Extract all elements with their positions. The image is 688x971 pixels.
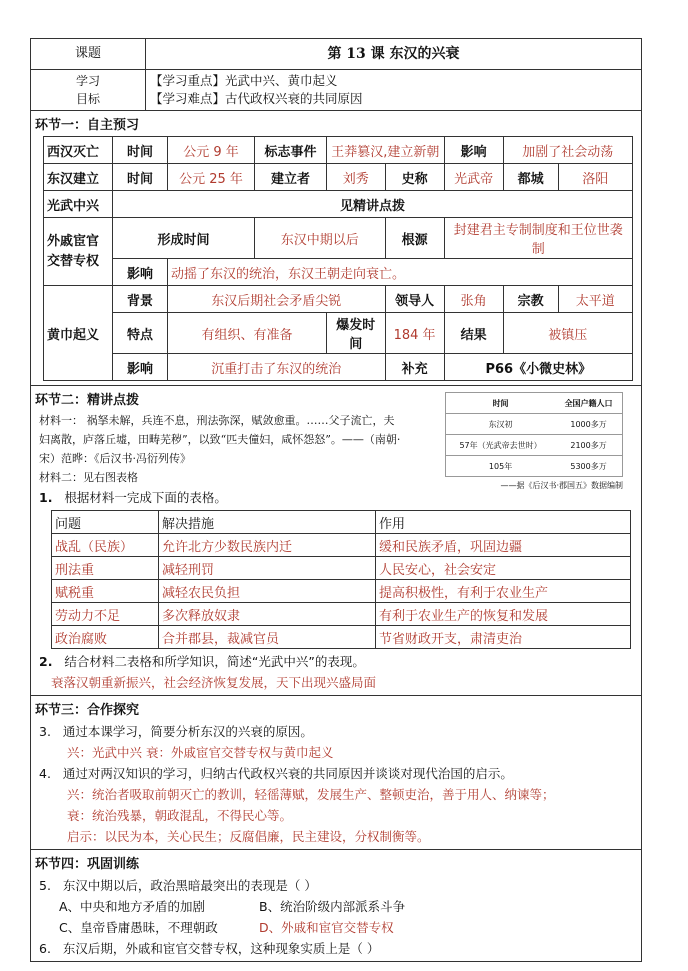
table-row	[52, 626, 631, 649]
cell-label: 史称	[385, 164, 444, 191]
cell-value: 太平道	[558, 286, 632, 313]
section-1-title: 环节一：自主预习	[35, 118, 140, 133]
question-number: 2.	[39, 654, 53, 669]
cell-value: 见精讲点拨	[113, 191, 633, 218]
col-header: 作用	[376, 511, 631, 534]
cell-label: 建立者	[255, 164, 327, 191]
question-2	[39, 651, 641, 672]
table-row	[44, 191, 633, 218]
measures-table	[51, 510, 631, 649]
table-row	[52, 603, 631, 626]
table-row	[52, 580, 631, 603]
cell: 缓和民族矛盾，巩固边疆	[376, 534, 631, 557]
stats-cell: 105年	[446, 456, 556, 477]
topic-label: 课题	[31, 39, 146, 69]
answer-4-rise: 兴：统治者吸取前朝灭亡的教训，轻徭薄赋，发展生产、整顿吏治，善于用人、纳谏等；	[67, 787, 555, 802]
preview-table	[43, 136, 633, 381]
answer-4-decline: 衰：统治残暴，朝政混乱，不得民心等。	[67, 808, 293, 823]
question-number: 5.	[39, 878, 51, 893]
table-row	[44, 218, 633, 259]
cell-label: 领导人	[385, 286, 444, 313]
goal-label	[31, 70, 146, 110]
cell-value: 东汉中期以后	[255, 218, 386, 259]
cell-label: 根源	[385, 218, 444, 259]
cell: 多次释放奴隶	[159, 603, 376, 626]
cell-value: 公元 25 年	[168, 164, 255, 191]
question-3	[39, 721, 641, 742]
cell: 允许北方少数民族内迁	[159, 534, 376, 557]
question-number: 3.	[39, 724, 51, 739]
cell-value: 光武帝	[444, 164, 503, 191]
cell: 提高积极性，有利于农业生产	[376, 580, 631, 603]
section-2	[31, 386, 641, 696]
table-row	[52, 534, 631, 557]
goals	[146, 70, 641, 110]
section-1	[31, 111, 641, 386]
cell-label: 形成时间	[113, 218, 255, 259]
cell-event: 外戚宦官交替专权	[44, 218, 113, 286]
cell-event: 黄巾起义	[44, 286, 113, 381]
cell-label: 宗教	[503, 286, 558, 313]
material-1: 材料一： 祸拏未解，兵连不息，刑法弥深，赋敛愈重。……父子流亡，夫妇离散，庐落丘墟，田畴芜秽”，以致“匹夫僮妇，咸怀怨怒”。——（南朝·宋）范晔：《后汉书·冯衍列传》	[39, 414, 401, 465]
section-4	[31, 850, 641, 961]
question-text: 通过本课学习，简要分析东汉的兴衰的原因。	[62, 724, 313, 739]
cell-label: 时间	[113, 137, 168, 164]
cell-value: 动摇了东汉的统治，东汉王朝走向衰亡。	[168, 259, 633, 286]
stats-cell: 2100多万	[555, 435, 622, 456]
option-d: D、外戚和宦官交替专权	[259, 920, 394, 935]
cell-label: 影响	[444, 137, 503, 164]
table-row	[44, 313, 633, 354]
table-row	[44, 137, 633, 164]
question-6	[39, 938, 641, 959]
cell-label: 影响	[113, 354, 168, 381]
question-text: 东汉后期，外戚和宦官交替专权，这种现象实质上是（ ）	[62, 941, 380, 956]
table-row	[446, 393, 623, 414]
question-text: 结合材料二表格和所学知识，简述“光武中兴”的表现。	[64, 654, 365, 669]
cell-label: 结果	[444, 313, 503, 354]
cell-label: 影响	[113, 259, 168, 286]
cell-value: 加剧了社会动荡	[503, 137, 632, 164]
stats-source: ——据《后汉书·郡国五》数据编制	[500, 481, 623, 490]
goal-row	[31, 70, 641, 111]
cell: 有利于农业生产的恢复和发展	[376, 603, 631, 626]
worksheet	[30, 38, 642, 962]
cell-event: 东汉建立	[44, 164, 113, 191]
lesson-title: 第 13 课 东汉的兴衰	[327, 46, 460, 62]
cell-value: 封建君主专制制度和王位世袭制	[444, 218, 632, 259]
question-text: 东汉中期以后，政治黑暗最突出的表现是（ ）	[62, 878, 317, 893]
cell: 劳动力不足	[52, 603, 159, 626]
col-header: 问题	[52, 511, 159, 534]
cell: 政治腐败	[52, 626, 159, 649]
table-row	[44, 354, 633, 381]
cell: 人民安心，社会安定	[376, 557, 631, 580]
col-header: 解决措施	[159, 511, 376, 534]
topic-row	[31, 39, 641, 70]
table-row	[446, 414, 623, 435]
options-row-1	[59, 896, 641, 917]
cell: 刑法重	[52, 557, 159, 580]
table-row	[44, 286, 633, 313]
cell-value: 东汉后期社会矛盾尖锐	[168, 286, 386, 313]
goal-label-2: 目标	[75, 92, 100, 106]
stats-cell: 1000多万	[555, 414, 622, 435]
table-row	[44, 164, 633, 191]
stats-cell: 5300多万	[555, 456, 622, 477]
question-4	[39, 763, 641, 784]
question-5	[39, 875, 641, 896]
cell: 合并郡县，裁减官员	[159, 626, 376, 649]
table-row	[446, 435, 623, 456]
cell-label: 都城	[503, 164, 558, 191]
table-row	[52, 557, 631, 580]
cell-value: 刘秀	[327, 164, 386, 191]
question-text: 根据材料一完成下面的表格。	[64, 490, 227, 505]
cell-label: 补充	[385, 354, 444, 381]
stats-header: 时间	[446, 393, 556, 414]
cell-value: 有组织、有准备	[168, 313, 327, 354]
cell: 减轻刑罚	[159, 557, 376, 580]
option-a: A、中央和地方矛盾的加剧	[59, 899, 206, 914]
cell-value: 被镇压	[503, 313, 632, 354]
stats-figure	[445, 392, 623, 491]
cell-label: 爆发时间	[327, 313, 386, 354]
cell: 减轻农民负担	[159, 580, 376, 603]
table-row	[44, 259, 633, 286]
cell: 赋税重	[52, 580, 159, 603]
cell-label: 时间	[113, 164, 168, 191]
cell-value: 张角	[444, 286, 503, 313]
cell-value: P66《小微史林》	[444, 354, 632, 381]
cell: 节省财政开支，肃清吏治	[376, 626, 631, 649]
stats-cell: 57年（光武帝去世时）	[446, 435, 556, 456]
section-3-title: 环节三：合作探究	[35, 703, 140, 718]
question-number: 6.	[39, 941, 51, 956]
question-number: 1.	[39, 490, 53, 505]
options-row-2	[59, 917, 641, 938]
cell-value: 沉重打击了东汉的统治	[168, 354, 386, 381]
answer-4-lesson: 启示：以民为本，关心民生；反腐倡廉，民主建设，分权制衡等。	[67, 829, 430, 844]
cell-label: 标志事件	[255, 137, 327, 164]
goal-label-1: 学习	[75, 74, 100, 88]
cell-label: 背景	[113, 286, 168, 313]
table-row	[446, 456, 623, 477]
cell-value: 184 年	[385, 313, 444, 354]
option-c: C、皇帝昏庸愚昧，不理朝政	[59, 920, 218, 935]
option-b: B、统治阶级内部派系斗争	[259, 899, 406, 914]
goal-difficulty: 【学习难点】古代政权兴衰的共同原因	[150, 91, 363, 106]
cell-value: 王莽篡汉,建立新朝	[327, 137, 445, 164]
cell-event: 光武中兴	[44, 191, 113, 218]
stats-header: 全国户籍人口	[555, 393, 622, 414]
goal-key-point: 【学习重点】光武中兴、黄巾起义	[150, 73, 338, 88]
population-table	[445, 392, 623, 477]
material-2: 材料二：见右图表格	[39, 471, 138, 484]
cell-value: 洛阳	[558, 164, 632, 191]
cell-event: 西汉灭亡	[44, 137, 113, 164]
question-number: 4.	[39, 766, 51, 781]
cell-value: 公元 9 年	[168, 137, 255, 164]
section-4-title: 环节四：巩固训练	[35, 857, 140, 872]
section-2-title: 环节二：精讲点拨	[35, 393, 140, 408]
answer-2: 衰落汉朝重新振兴，社会经济恢复发展，天下出现兴盛局面	[51, 675, 377, 690]
table-row	[52, 511, 631, 534]
stats-cell: 东汉初	[446, 414, 556, 435]
answer-3: 兴：光武中兴 衰：外戚宦官交替专权与黄巾起义	[67, 745, 334, 760]
section-3	[31, 696, 641, 850]
question-text: 通过对两汉知识的学习，归纳古代政权兴衰的共同原因并谈谈对现代治国的启示。	[62, 766, 513, 781]
cell-label: 特点	[113, 313, 168, 354]
cell: 战乱（民族）	[52, 534, 159, 557]
